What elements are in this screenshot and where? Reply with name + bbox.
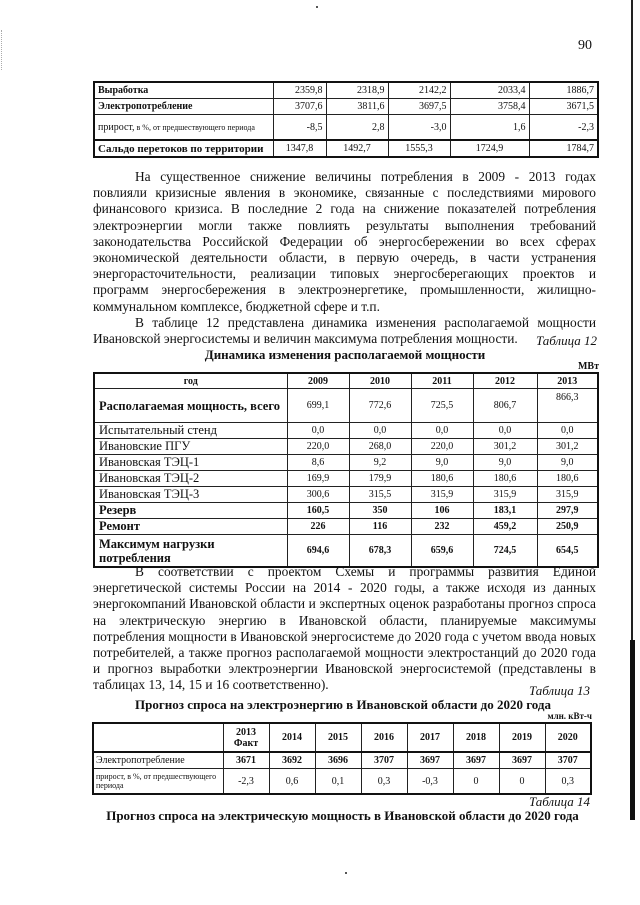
cell: 1886,7: [529, 82, 598, 99]
cell: 724,5: [473, 535, 537, 568]
table-energy-balance-continuation: [93, 81, 599, 158]
cell: 301,2: [537, 439, 598, 455]
cell: 9,0: [411, 455, 473, 471]
table-row: [94, 140, 598, 157]
cell: -2,3: [529, 115, 598, 141]
cell: 0: [453, 769, 499, 795]
table-row: [94, 115, 598, 141]
column-header: 2020: [545, 723, 591, 752]
cell: 3707: [361, 752, 407, 769]
table-row: [94, 471, 598, 487]
page-number: 90: [578, 38, 592, 53]
row-label-rest: в %, от предшествующего периода: [134, 122, 255, 132]
cell: 866,3: [537, 389, 598, 423]
cell: 699,1: [287, 389, 349, 423]
cell: 3692: [269, 752, 315, 769]
scan-edge-shadow: [630, 640, 635, 820]
row-label: Ивановские ПГУ: [94, 439, 287, 455]
row-label: Ремонт: [94, 519, 287, 535]
cell: 0,1: [315, 769, 361, 795]
cell: 183,1: [473, 503, 537, 519]
cell: 2318,9: [326, 82, 388, 99]
cell: 300,6: [287, 487, 349, 503]
cell: 659,6: [411, 535, 473, 568]
cell: 250,9: [537, 519, 598, 535]
table-row: [94, 503, 598, 519]
cell: 806,7: [473, 389, 537, 423]
cell: 226: [287, 519, 349, 535]
cell: 0,0: [349, 423, 411, 439]
cell: 220,0: [411, 439, 473, 455]
cell: 654,5: [537, 535, 598, 568]
cell: 315,9: [411, 487, 473, 503]
paragraph-text: На существенное снижение величины потребления в 2009 - 2013 годах повлияли кризисные явления в экономике, связанные с последствиями мирового финансового кризиса. В последние 2 года на снижение показателей потребления электроэнергии могли также повлиять результаты выполнения требований законодательства Российской Федерации об энергосбережении во всех сферах экономической деятельности области, в первую очередь, в части устранения энергорасточительности, реализации типовых энергосберегающих проектов и программ энергосбережения в электроэнергетике, промышленности, жилищно-коммунальном комплексе, бюджетной сфере и т.п.: [93, 169, 596, 314]
row-label-main: прирост,: [98, 121, 135, 133]
cell: 0,3: [545, 769, 591, 795]
cell: 220,0: [287, 439, 349, 455]
cell: 9,0: [473, 455, 537, 471]
column-header: 2015: [315, 723, 361, 752]
cell: 1555,3: [388, 140, 450, 157]
cell: 3811,6: [326, 99, 388, 115]
cell: 160,5: [287, 503, 349, 519]
cell: 0,0: [473, 423, 537, 439]
cell: 9,0: [537, 455, 598, 471]
table-header-row: [93, 723, 591, 752]
row-label: Ивановская ТЭЦ-2: [94, 471, 287, 487]
cell: -0,3: [407, 769, 453, 795]
cell: 0,0: [537, 423, 598, 439]
table-13-demand-forecast: [92, 722, 592, 795]
cell: 315,9: [473, 487, 537, 503]
cell: 772,6: [349, 389, 411, 423]
table-12-title: Динамика изменения располагаемой мощности: [204, 347, 486, 362]
table-row: [94, 439, 598, 455]
cell: 180,6: [411, 471, 473, 487]
cell: -2,3: [223, 769, 269, 795]
paragraph-text: В таблице 12 представлена динамика изменения располагаемой мощности Ивановской энергосистемы и величин максимума потребления мощности.: [93, 314, 596, 347]
table-row: [94, 99, 598, 115]
row-label: Испытательный стенд: [94, 423, 287, 439]
row-label: Ивановская ТЭЦ-3: [94, 487, 287, 503]
scan-speck: [345, 872, 347, 874]
cell: 9,2: [349, 455, 411, 471]
row-label: Выработка: [94, 82, 273, 99]
row-label: Электропотребление: [94, 99, 273, 115]
cell: 0,0: [287, 423, 349, 439]
table-12-capacity: [93, 372, 599, 568]
column-header: 2017: [407, 723, 453, 752]
column-header: 2016: [361, 723, 407, 752]
cell: 106: [411, 503, 473, 519]
cell: 3697,5: [388, 99, 450, 115]
cell: 2359,8: [273, 82, 326, 99]
column-header: 2010: [349, 373, 411, 389]
cell: 180,6: [473, 471, 537, 487]
cell: 1,6: [450, 115, 529, 141]
table-row: [93, 769, 591, 795]
cell: 1492,7: [326, 140, 388, 157]
table-row: [93, 752, 591, 769]
cell: -3,0: [388, 115, 450, 141]
cell: 3671: [223, 752, 269, 769]
cell: 169,9: [287, 471, 349, 487]
cell: 179,9: [349, 471, 411, 487]
scan-artifact-left: [1, 30, 3, 70]
row-label: Располагаемая мощность, всего: [94, 389, 287, 423]
cell: 0,0: [411, 423, 473, 439]
table-14-caption: Таблица 14: [528, 794, 590, 809]
cell: 116: [349, 519, 411, 535]
column-header: 2009: [287, 373, 349, 389]
cell: 1784,7: [529, 140, 598, 157]
column-header: год: [94, 373, 287, 389]
cell: 3697: [499, 752, 545, 769]
column-header: 2019: [499, 723, 545, 752]
column-header: 2014: [269, 723, 315, 752]
table-header-row: [94, 373, 598, 389]
column-header: 2011: [411, 373, 473, 389]
cell: 2142,2: [388, 82, 450, 99]
paragraph-text: В соответствии с проектом Схемы и программы развития Единой энергетической системы России на 2014 - 2020 годы, а также исходя из данных энергокомпаний Ивановской области и экспертных оценок разработаны прогноз спроса на электрическую энергию в Ивановской области, планируемые максимумы потребления мощности в Ивановской энергосистеме до 2020 года с учетом ввода новых потребителей, а также прогноз располагаемой мощности электростанций до 2020 года и прогноз выработки электроэнергии Ивановской энергосистемой (представлены в таблицах 13, 14, 15 и 16 соответственно).: [93, 564, 596, 693]
cell: 350: [349, 503, 411, 519]
cell: 3671,5: [529, 99, 598, 115]
table-row: [94, 455, 598, 471]
table-12-caption: Таблица 12: [535, 333, 597, 348]
table-13-title: Прогноз спроса на электроэнергию в Ивановской области до 2020 года: [135, 697, 551, 712]
column-header: [223, 723, 269, 752]
cell: 3697: [453, 752, 499, 769]
table-13-caption: Таблица 13: [528, 683, 590, 698]
cell: 3758,4: [450, 99, 529, 115]
column-header: [93, 723, 223, 752]
row-label: Резерв: [94, 503, 287, 519]
cell: 301,2: [473, 439, 537, 455]
cell: 2033,4: [450, 82, 529, 99]
column-header: 2012: [473, 373, 537, 389]
cell: 315,5: [349, 487, 411, 503]
cell: 3697: [407, 752, 453, 769]
table-13-unit: млн. кВт-ч: [547, 711, 592, 721]
cell: 0,3: [361, 769, 407, 795]
cell: 180,6: [537, 471, 598, 487]
cell: 3696: [315, 752, 361, 769]
table-row: [94, 82, 598, 99]
cell: 2,8: [326, 115, 388, 141]
row-label: [94, 115, 273, 141]
cell: 0,6: [269, 769, 315, 795]
table-14-title: Прогноз спроса на электрическую мощность в Ивановской области до 2020 года: [106, 808, 579, 823]
row-label: прирост, в %, от предшествующего периода: [93, 769, 223, 795]
header-fact: Факт: [233, 737, 259, 749]
body-paragraph: [93, 564, 596, 694]
cell: 459,2: [473, 519, 537, 535]
table-12-unit: МВт: [577, 361, 599, 372]
cell: 315,9: [537, 487, 598, 503]
row-label: Ивановская ТЭЦ-1: [94, 455, 287, 471]
row-label: Электропотребление: [93, 752, 223, 769]
cell: 678,3: [349, 535, 411, 568]
cell: 1347,8: [273, 140, 326, 157]
column-header: 2013: [537, 373, 598, 389]
cell: 725,5: [411, 389, 473, 423]
column-header: 2018: [453, 723, 499, 752]
cell: 297,9: [537, 503, 598, 519]
table-row: [94, 423, 598, 439]
table-row: [94, 519, 598, 535]
scan-speck: [316, 6, 318, 8]
cell: 694,6: [287, 535, 349, 568]
header-year: 2013: [236, 726, 256, 738]
cell: -8,5: [273, 115, 326, 141]
table-row: [94, 535, 598, 568]
cell: 3707: [545, 752, 591, 769]
row-label: Сальдо перетоков по территории: [94, 140, 273, 157]
body-paragraph: [93, 169, 596, 347]
cell: 232: [411, 519, 473, 535]
cell: 1724,9: [450, 140, 529, 157]
cell: 0: [499, 769, 545, 795]
cell: 8,6: [287, 455, 349, 471]
cell: 268,0: [349, 439, 411, 455]
table-row: [94, 389, 598, 423]
cell: 3707,6: [273, 99, 326, 115]
table-row: [94, 487, 598, 503]
row-label: Максимум нагрузки потребления: [94, 535, 287, 568]
